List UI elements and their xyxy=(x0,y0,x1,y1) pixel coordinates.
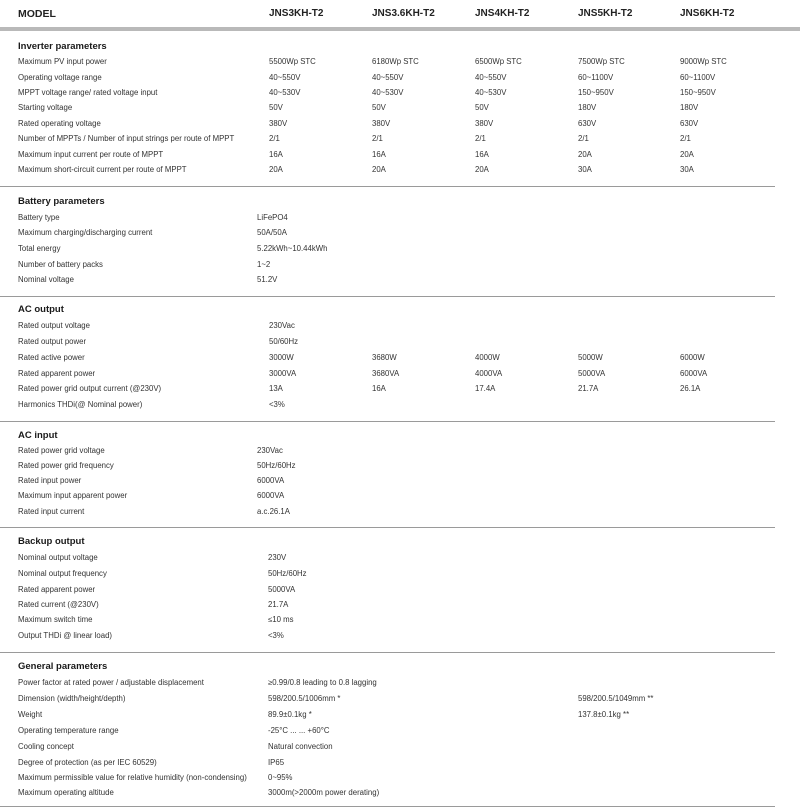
row-label: Dimension (width/height/depth) xyxy=(18,694,126,703)
row-label: Maximum switch time xyxy=(18,615,93,624)
model-col-3: JNS4KH-T2 xyxy=(475,8,530,19)
row-value: 380V xyxy=(372,119,391,128)
row-value: 40~550V xyxy=(269,73,301,82)
table-row xyxy=(0,693,800,708)
row-label: Nominal voltage xyxy=(18,275,74,284)
row-value: 6000VA xyxy=(680,369,708,378)
row-label: Cooling concept xyxy=(18,742,74,751)
table-row xyxy=(0,787,800,802)
row-value: 16A xyxy=(372,150,386,159)
row-value: 16A xyxy=(372,384,386,393)
row-value: 20A xyxy=(680,150,694,159)
row-label: Output THDi @ linear load) xyxy=(18,631,113,640)
row-value: 7500Wp STC xyxy=(578,57,625,66)
row-label: Number of battery packs xyxy=(18,260,103,269)
model-col-4: JNS5KH-T2 xyxy=(578,8,633,19)
row-value: 630V xyxy=(680,119,699,128)
row-label: Maximum PV input power xyxy=(18,57,107,66)
row-value: ≤10 ms xyxy=(268,615,294,624)
row-value: 13A xyxy=(269,384,283,393)
row-value: 6000W xyxy=(680,353,705,362)
table-row xyxy=(0,445,800,460)
row-value: 20A xyxy=(578,150,592,159)
row-value: 60~1100V xyxy=(680,73,716,82)
table-row xyxy=(0,757,800,772)
row-value: 89.9±0.1kg * xyxy=(268,710,312,719)
row-label: Rated power grid frequency xyxy=(18,461,114,470)
row-value: 230Vac xyxy=(269,321,295,330)
row-value: 2/1 xyxy=(372,134,383,143)
row-value: 0~95% xyxy=(268,773,293,782)
row-value: 630V xyxy=(578,119,597,128)
row-label: Power factor at rated power / adjustable displacement xyxy=(18,678,204,687)
row-value: 230Vac xyxy=(257,446,283,455)
row-label: Rated output power xyxy=(18,337,87,346)
row-label: MPPT voltage range/ rated voltage input xyxy=(18,88,158,97)
row-value: 21.7A xyxy=(578,384,599,393)
row-value: 180V xyxy=(680,103,699,112)
table-row xyxy=(0,56,800,71)
table-row xyxy=(0,118,800,133)
row-label: Maximum input current per route of MPPT xyxy=(18,150,164,159)
row-value: 4000VA xyxy=(475,369,503,378)
table-row xyxy=(0,599,800,614)
table-row xyxy=(0,584,800,599)
table-row xyxy=(0,259,800,274)
header-divider xyxy=(0,27,800,31)
table-row xyxy=(0,383,800,398)
row-value: 3000m(>2000m power derating) xyxy=(268,788,380,797)
table-row xyxy=(0,568,800,583)
row-value: 50V xyxy=(269,103,283,112)
section-divider xyxy=(0,296,775,297)
row-value: 2/1 xyxy=(680,134,691,143)
row-label: Rated power grid output current (@230V) xyxy=(18,384,162,393)
table-header xyxy=(0,0,800,27)
row-value: 17.4A xyxy=(475,384,496,393)
row-value: 2/1 xyxy=(475,134,486,143)
row-label: Rated operating voltage xyxy=(18,119,101,128)
section-title: General parameters xyxy=(18,661,108,672)
row-value: 380V xyxy=(269,119,288,128)
row-value: 9000Wp STC xyxy=(680,57,727,66)
row-label: Degree of protection (as per IEC 60529) xyxy=(18,758,157,767)
table-row xyxy=(0,336,800,351)
row-value: 1~2 xyxy=(257,260,271,269)
table-row xyxy=(0,212,800,227)
row-value: 5000VA xyxy=(578,369,606,378)
table-row xyxy=(0,320,800,335)
table-row xyxy=(0,614,800,629)
row-value: 40~550V xyxy=(372,73,404,82)
row-value: Natural convection xyxy=(268,742,333,751)
table-row xyxy=(0,149,800,164)
row-value: 20A xyxy=(372,165,386,174)
row-label: Nominal output frequency xyxy=(18,569,107,578)
row-value: 50V xyxy=(475,103,489,112)
table-row xyxy=(0,164,800,179)
row-label: Total energy xyxy=(18,244,61,253)
row-value: 40~530V xyxy=(372,88,404,97)
row-value: <3% xyxy=(268,631,284,640)
row-value: 16A xyxy=(475,150,489,159)
row-label: Number of MPPTs / Number of input strings per route of MPPT xyxy=(18,134,235,143)
row-value: 598/200.5/1049mm ** xyxy=(578,694,654,703)
row-label: Nominal output voltage xyxy=(18,553,98,562)
row-value: 51.2V xyxy=(257,275,278,284)
row-value: 6500Wp STC xyxy=(475,57,522,66)
row-value: 5.22kWh~10.44kWh xyxy=(257,244,328,253)
row-label: Maximum short-circuit current per route of MPPT xyxy=(18,165,187,174)
model-col-2: JNS3.6KH-T2 xyxy=(372,8,435,19)
row-value: 30A xyxy=(578,165,592,174)
row-value: 3000VA xyxy=(269,369,297,378)
row-value: 3680W xyxy=(372,353,397,362)
row-value: IP65 xyxy=(268,758,285,767)
row-value: 50/60Hz xyxy=(269,337,299,346)
model-header: MODEL xyxy=(18,8,56,20)
row-value: 50Hz/60Hz xyxy=(268,569,307,578)
table-row xyxy=(0,368,800,383)
row-value: 150~950V xyxy=(680,88,716,97)
table-row xyxy=(0,399,800,414)
table-row xyxy=(0,741,800,756)
row-value: 380V xyxy=(475,119,494,128)
row-value: 4000W xyxy=(475,353,500,362)
table-row xyxy=(0,725,800,740)
row-value: 20A xyxy=(475,165,489,174)
row-label: Rated apparent power xyxy=(18,585,96,594)
row-value: 2/1 xyxy=(578,134,589,143)
row-value: <3% xyxy=(269,400,285,409)
row-label: Maximum operating altitude xyxy=(18,788,114,797)
row-value: 50V xyxy=(372,103,386,112)
table-row xyxy=(0,87,800,102)
row-value: 137.8±0.1kg ** xyxy=(578,710,630,719)
row-value: ≥0.99/0.8 leading to 0.8 lagging xyxy=(268,678,377,687)
table-row xyxy=(0,677,800,692)
table-row xyxy=(0,772,800,787)
row-value: 230V xyxy=(268,553,287,562)
table-row xyxy=(0,243,800,258)
table-row xyxy=(0,227,800,242)
section-title: AC output xyxy=(18,304,64,315)
section-divider xyxy=(0,806,775,807)
row-value: 50A/50A xyxy=(257,228,287,237)
row-label: Maximum charging/discharging current xyxy=(18,228,153,237)
row-label: Operating temperature range xyxy=(18,726,119,735)
row-value: 60~1100V xyxy=(578,73,614,82)
row-label: Rated input power xyxy=(18,476,82,485)
table-row xyxy=(0,274,800,289)
row-value: 40~530V xyxy=(475,88,507,97)
section-divider xyxy=(0,527,775,528)
row-label: Rated output voltage xyxy=(18,321,90,330)
row-label: Battery type xyxy=(18,213,60,222)
section-title: AC input xyxy=(18,430,58,441)
row-value: LiFePO4 xyxy=(257,213,288,222)
row-value: 20A xyxy=(269,165,283,174)
row-label: Rated input current xyxy=(18,507,85,516)
table-row xyxy=(0,102,800,117)
section-divider xyxy=(0,421,775,422)
row-value: 6000VA xyxy=(257,476,285,485)
row-label: Rated power grid voltage xyxy=(18,446,105,455)
row-label: Weight xyxy=(18,710,43,719)
table-row xyxy=(0,490,800,505)
section-divider xyxy=(0,186,775,187)
row-value: 3000W xyxy=(269,353,294,362)
row-value: 5500Wp STC xyxy=(269,57,316,66)
row-value: 180V xyxy=(578,103,597,112)
row-value: 5000VA xyxy=(268,585,296,594)
table-row xyxy=(0,506,800,521)
row-label: Rated apparent power xyxy=(18,369,96,378)
row-value: 598/200.5/1006mm * xyxy=(268,694,341,703)
row-label: Rated current (@230V) xyxy=(18,600,99,609)
table-row xyxy=(0,133,800,148)
row-value: 50Hz/60Hz xyxy=(257,461,296,470)
table-row xyxy=(0,72,800,87)
section-divider xyxy=(0,652,775,653)
row-value: 40~550V xyxy=(475,73,507,82)
row-label: Operating voltage range xyxy=(18,73,102,82)
row-value: 30A xyxy=(680,165,694,174)
table-row xyxy=(0,475,800,490)
table-row xyxy=(0,552,800,567)
table-row xyxy=(0,352,800,367)
row-value: 40~530V xyxy=(269,88,301,97)
model-col-5: JNS6KH-T2 xyxy=(680,8,735,19)
row-value: 5000W xyxy=(578,353,603,362)
table-row xyxy=(0,630,800,645)
row-value: 26.1A xyxy=(680,384,701,393)
row-value: 3680VA xyxy=(372,369,400,378)
row-value: 21.7A xyxy=(268,600,289,609)
row-value: -25°C ... ... +60°C xyxy=(268,726,330,735)
row-label: Harmonics THDi(@ Nominal power) xyxy=(18,400,143,409)
row-value: a.c.26.1A xyxy=(257,507,290,516)
table-row xyxy=(0,709,800,724)
row-label: Starting voltage xyxy=(18,103,73,112)
row-value: 6180Wp STC xyxy=(372,57,419,66)
section-title: Inverter parameters xyxy=(18,41,107,52)
row-value: 2/1 xyxy=(269,134,280,143)
row-value: 6000VA xyxy=(257,491,285,500)
row-value: 16A xyxy=(269,150,283,159)
model-col-1: JNS3KH-T2 xyxy=(269,8,324,19)
section-title: Backup output xyxy=(18,536,85,547)
table-row xyxy=(0,460,800,475)
row-label: Rated active power xyxy=(18,353,85,362)
row-value: 150~950V xyxy=(578,88,614,97)
row-label: Maximum input apparent power xyxy=(18,491,128,500)
section-title: Battery parameters xyxy=(18,196,105,207)
row-label: Maximum permissible value for relative humidity (non-condensing) xyxy=(18,773,247,782)
